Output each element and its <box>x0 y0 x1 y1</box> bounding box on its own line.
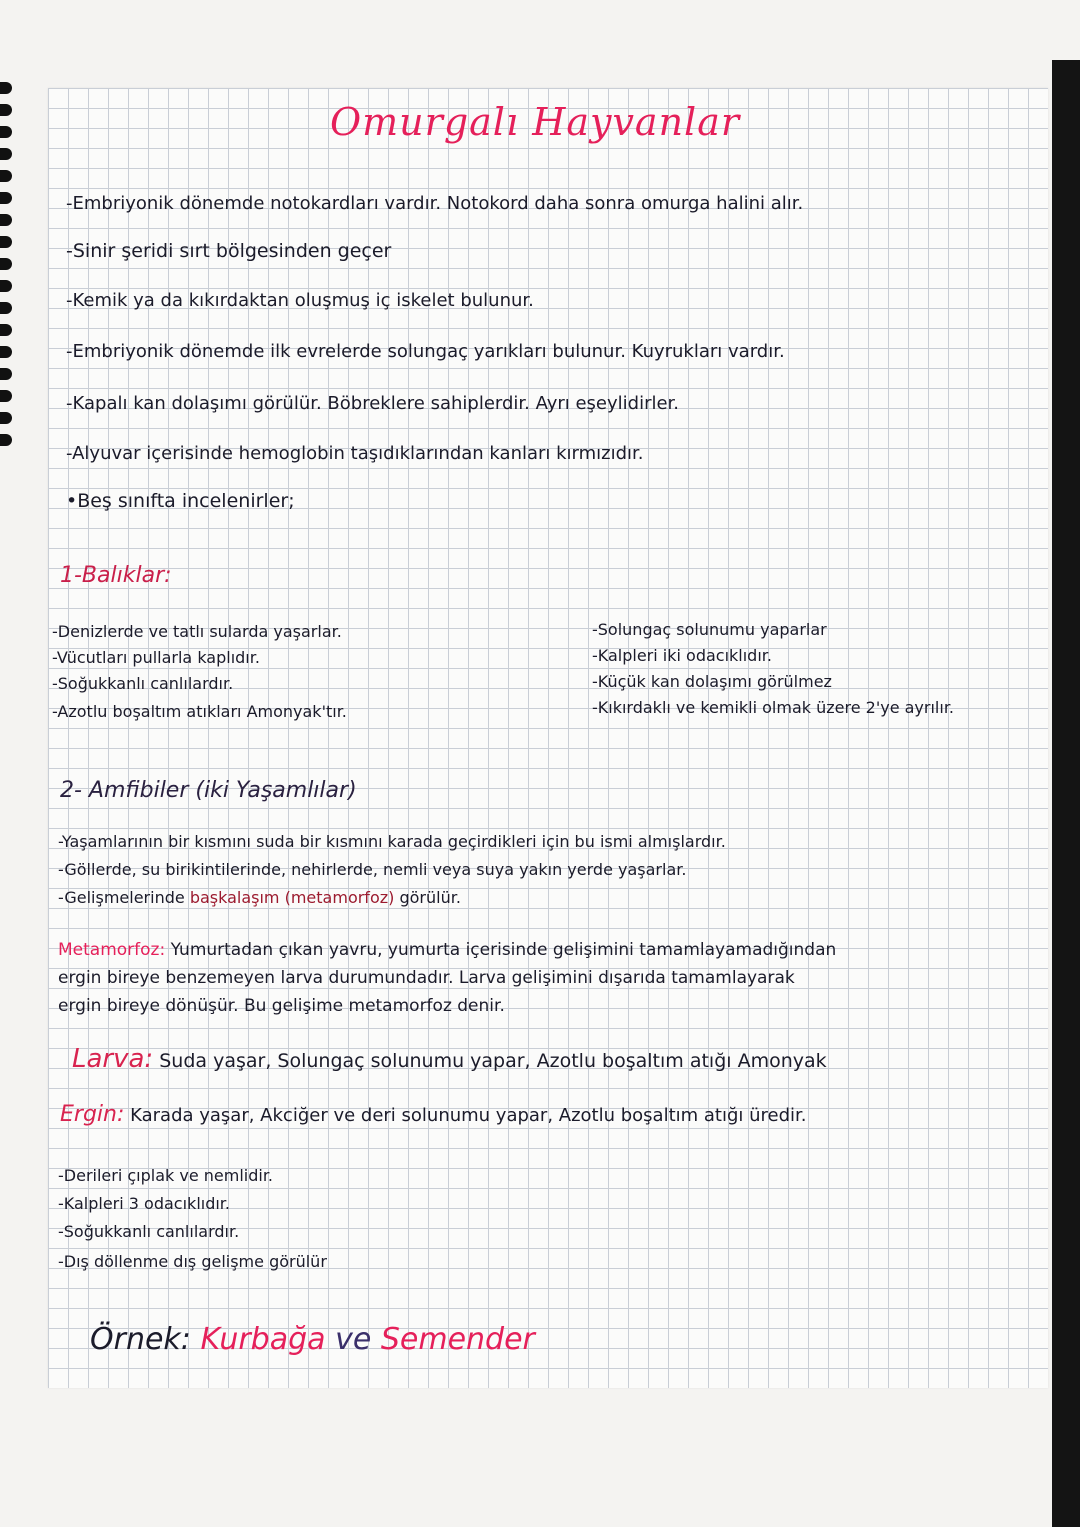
adult-label: Ergin: <box>60 1102 125 1127</box>
amphibian-trait: -Soğukkanlı canlılardır. <box>58 1222 240 1241</box>
intro-line: -Alyuvar içerisinde hemoglobin taşıdıklarından kanları kırmızıdır. <box>66 443 644 464</box>
intro-line: -Kapalı kan dolaşımı görülür. Böbreklere sahiplerdir. Ayrı eşeylidirler. <box>66 393 680 414</box>
amphibian-trait: -Kalpleri 3 odacıklıdır. <box>58 1194 230 1213</box>
intro-line: -Sinir şeridi sırt bölgesinden geçer <box>66 240 392 262</box>
amphibian-development <box>58 888 461 907</box>
example-and: ve <box>335 1322 372 1357</box>
fish-right-item: -Küçük kan dolaşımı görülmez <box>592 672 832 691</box>
metamorphosis-line: ergin bireye benzemeyen larva durumundadır. Larva gelişimini dışarıda tamamlayarak <box>58 968 795 988</box>
intro-line: -Embriyonik dönemde ilk evrelerde solungaç yarıkları bulunur. Kuyrukları vardır. <box>66 341 785 362</box>
metamorphosis-line <box>58 940 836 960</box>
metamorphosis-line: ergin bireye dönüşür. Bu gelişime metamorfoz denir. <box>58 996 505 1016</box>
fish-right-item: -Solungaç solunumu yaparlar <box>592 620 827 639</box>
notebook-spiral <box>0 0 30 1527</box>
background-edge <box>1052 60 1080 1527</box>
fish-left-item: -Denizlerde ve tatlı sularda yaşarlar. <box>52 622 342 641</box>
page-title: Omurgalı Hayvanlar <box>330 100 741 144</box>
amphibian-trait: -Derileri çıplak ve nemlidir. <box>58 1166 274 1185</box>
adult-line <box>60 1102 807 1127</box>
intro-line: -Kemik ya da kıkırdaktan oluşmuş iç iskelet bulunur. <box>66 290 534 311</box>
example-line <box>90 1322 535 1357</box>
development-term: başkalaşım (metamorfoz) <box>189 888 395 907</box>
larva-text: Suda yaşar, Solungaç solunumu yapar, Azotlu boşaltım atığı Amonyak <box>159 1050 827 1072</box>
notebook-page <box>48 88 1048 1388</box>
larva-line <box>72 1044 827 1074</box>
example-frog: Kurbağa <box>200 1322 326 1357</box>
section-heading-fish: 1-Balıklar: <box>60 563 172 588</box>
fish-right-item: -Kalpleri iki odacıklıdır. <box>592 646 772 665</box>
development-prefix: -Gelişmelerinde <box>58 888 185 907</box>
amphibian-item: -Göllerde, su birikintilerinde, nehirlerde, nemli veya suya yakın yerde yaşarlar. <box>58 860 687 879</box>
development-suffix: görülür. <box>399 888 461 907</box>
fish-left-item: -Azotlu boşaltım atıkları Amonyak'tır. <box>52 702 347 721</box>
larva-label: Larva: <box>72 1044 154 1074</box>
fish-left-item: -Soğukkanlı canlılardır. <box>52 674 234 693</box>
intro-line: •Beş sınıfta incelenirler; <box>66 490 295 512</box>
metamorphosis-label: Metamorfoz: <box>58 940 166 960</box>
metamorphosis-text: Yumurtadan çıkan yavru, yumurta içerisinde gelişimini tamamlayamadığından <box>170 940 837 960</box>
adult-text: Karada yaşar, Akciğer ve deri solunumu yapar, Azotlu boşaltım atığı üredir. <box>130 1105 807 1126</box>
amphibian-trait: -Dış döllenme dış gelişme görülür <box>58 1252 327 1271</box>
example-salamander: Semender <box>380 1322 535 1357</box>
fish-right-item: -Kıkırdaklı ve kemikli olmak üzere 2'ye ayrılır. <box>592 698 955 717</box>
fish-left-item: -Vücutları pullarla kaplıdır. <box>52 648 260 667</box>
intro-line: -Embriyonik dönemde notokardları vardır. Notokord daha sonra omurga halini alır. <box>66 193 804 214</box>
amphibian-item: -Yaşamlarının bir kısmını suda bir kısmını karada geçirdikleri için bu ismi almışlardır. <box>58 832 726 851</box>
section-heading-amphibians: 2- Amfibiler (iki Yaşamlılar) <box>60 778 357 803</box>
example-label: Örnek: <box>90 1322 191 1357</box>
